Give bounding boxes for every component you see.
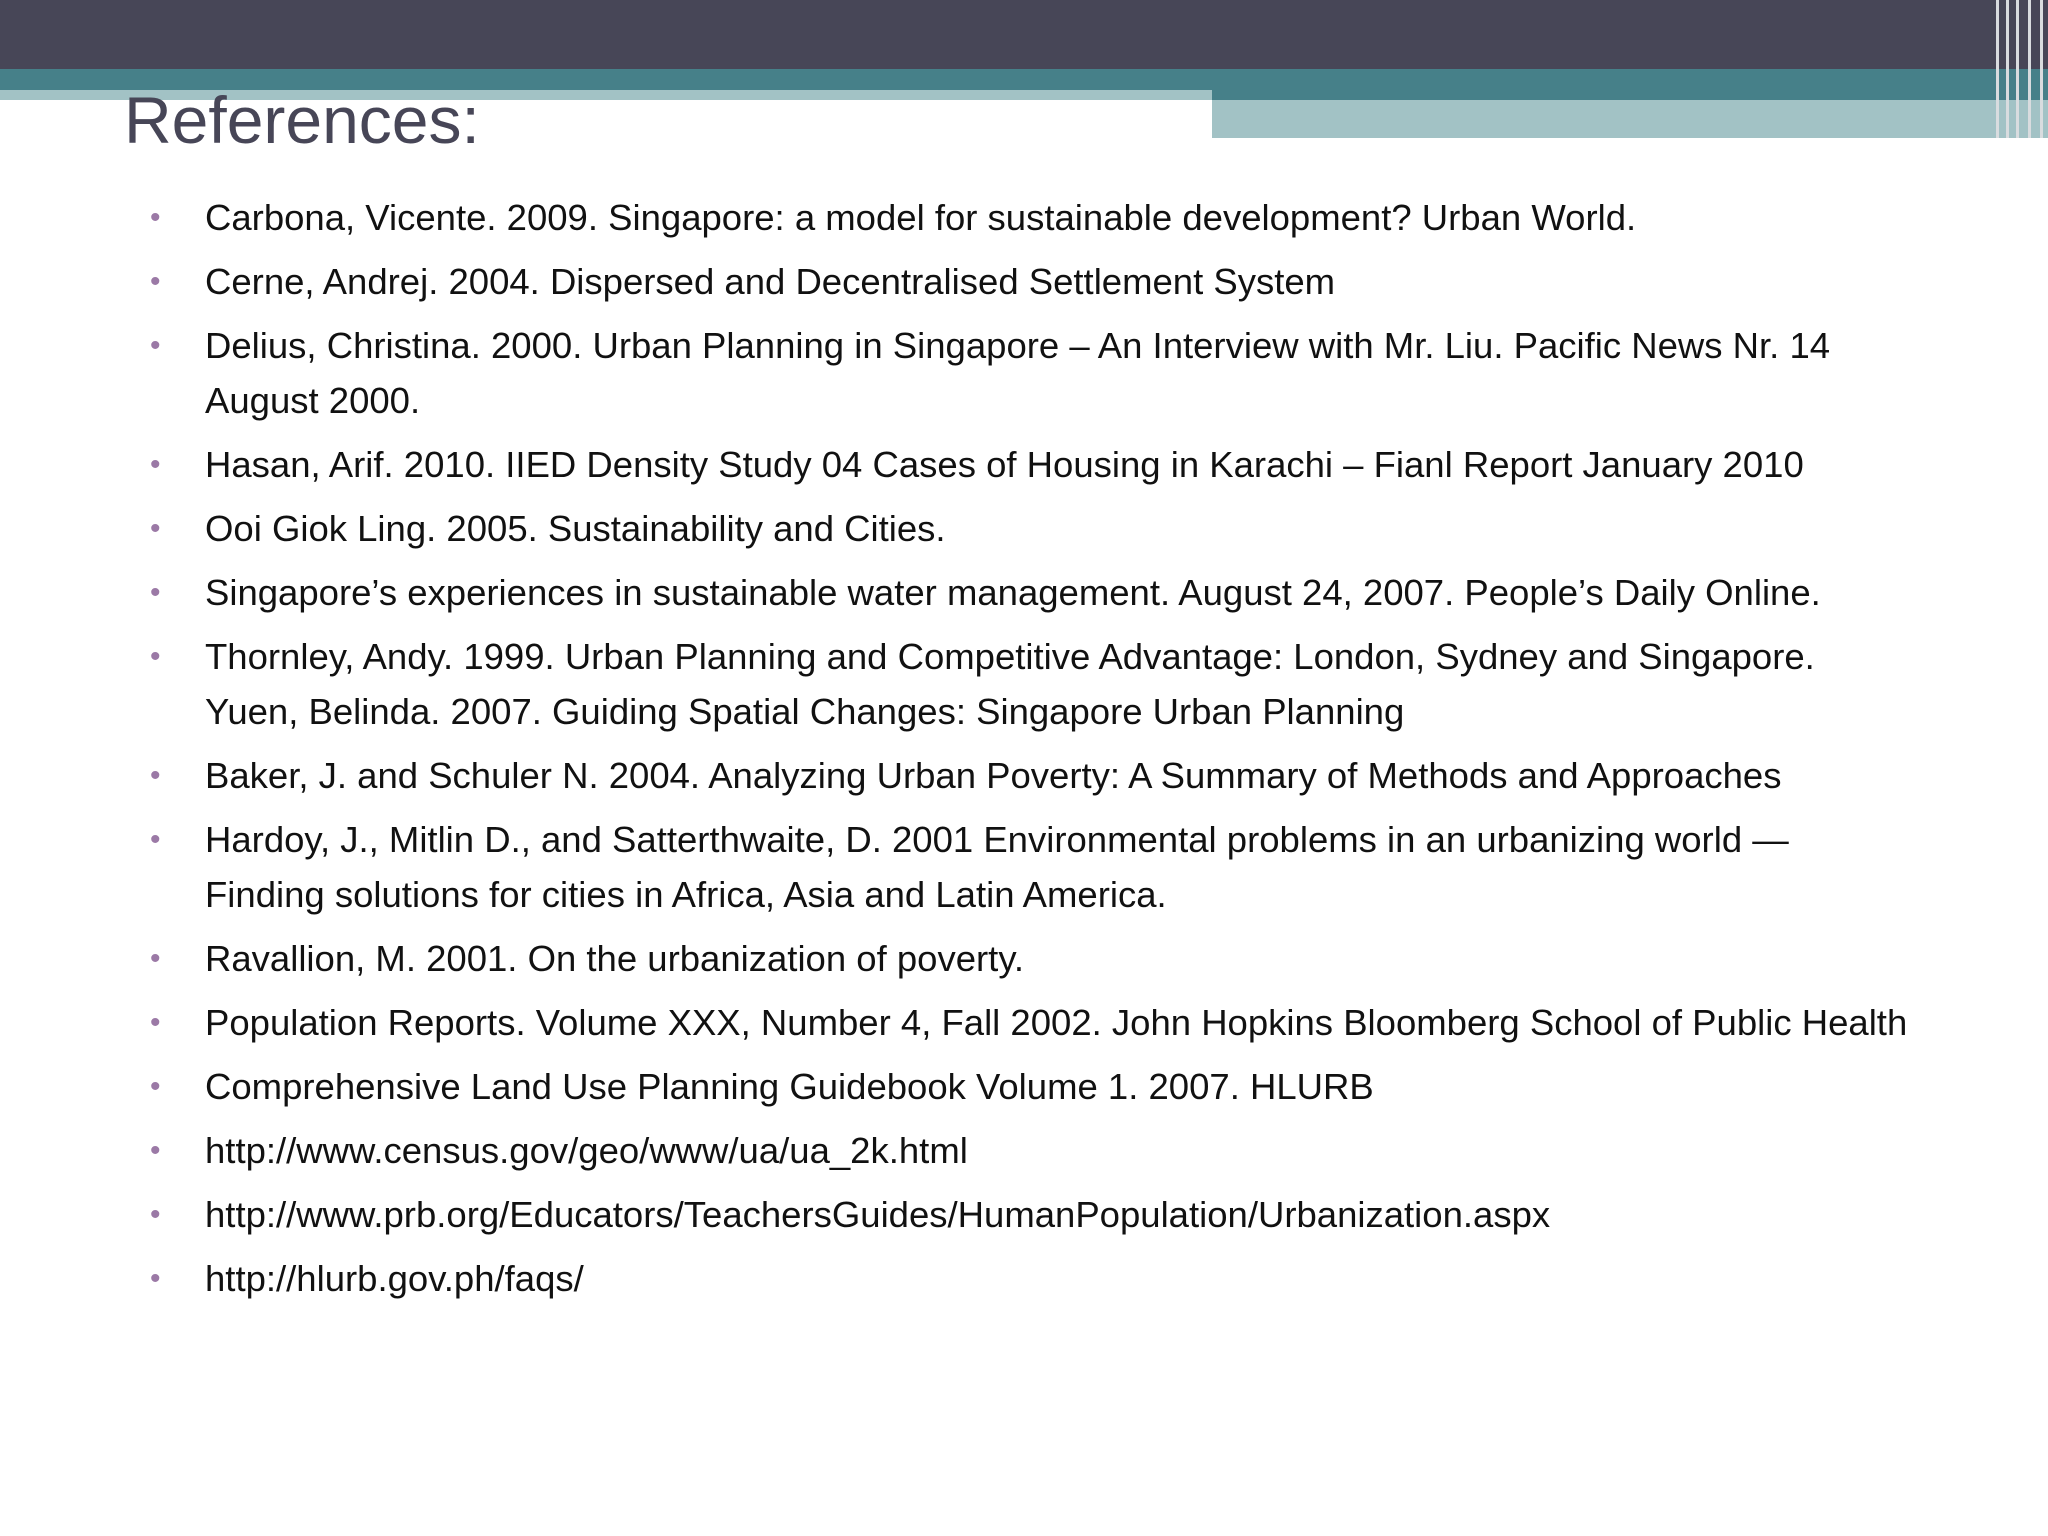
header-band-light-right <box>1212 100 2048 138</box>
reference-link[interactable]: • http://hlurb.gov.ph/faqs/ <box>150 1251 1910 1306</box>
reference-item: • Population Reports. Volume XXX, Number 4, Fall 2002. John Hopkins Bloomberg School of Public Health <box>150 995 1910 1050</box>
reference-item: • Ravallion, M. 2001. On the urbanization of poverty. <box>150 931 1910 986</box>
reference-item: • Thornley, Andy. 1999. Urban Planning and Competitive Advantage: London, Sydney and Singapore. Yuen, Belinda. 2007. Guiding Spatial Changes: Singapore Urban Planning <box>150 629 1910 739</box>
reference-item: • Hasan, Arif. 2010. IIED Density Study 04 Cases of Housing in Karachi – Fianl Report January 2010 <box>150 437 1910 492</box>
slide-title: References: <box>124 83 480 157</box>
reference-link[interactable]: • http://www.prb.org/Educators/TeachersGuides/HumanPopulation/Urbanization.aspx <box>150 1187 1910 1242</box>
reference-list <box>150 190 1910 1315</box>
reference-item: • Hardoy, J., Mitlin D., and Satterthwaite, D. 2001 Environmental problems in an urbanizing world — Finding solutions for cities in Africa, Asia and Latin America. <box>150 812 1910 922</box>
reference-item: • Delius, Christina. 2000. Urban Planning in Singapore – An Interview with Mr. Liu. Pacific News Nr. 14 August 2000. <box>150 318 1910 428</box>
reference-item: • Baker, J. and Schuler N. 2004. Analyzing Urban Poverty: A Summary of Methods and Approaches <box>150 748 1910 803</box>
header-right-stripes <box>1990 0 2048 138</box>
reference-item: • Comprehensive Land Use Planning Guidebook Volume 1. 2007. HLURB <box>150 1059 1910 1114</box>
header-band-dark <box>0 0 2048 69</box>
reference-item: • Singapore’s experiences in sustainable water management. August 24, 2007. People’s Daily Online. <box>150 565 1910 620</box>
reference-item: • Ooi Giok Ling. 2005. Sustainability and Cities. <box>150 501 1910 556</box>
reference-item: • Carbona, Vicente. 2009. Singapore: a model for sustainable development? Urban World. <box>150 190 1910 245</box>
reference-item: • Cerne, Andrej. 2004. Dispersed and Decentralised Settlement System <box>150 254 1910 309</box>
reference-link[interactable]: • http://www.census.gov/geo/www/ua/ua_2k.html <box>150 1123 1910 1178</box>
